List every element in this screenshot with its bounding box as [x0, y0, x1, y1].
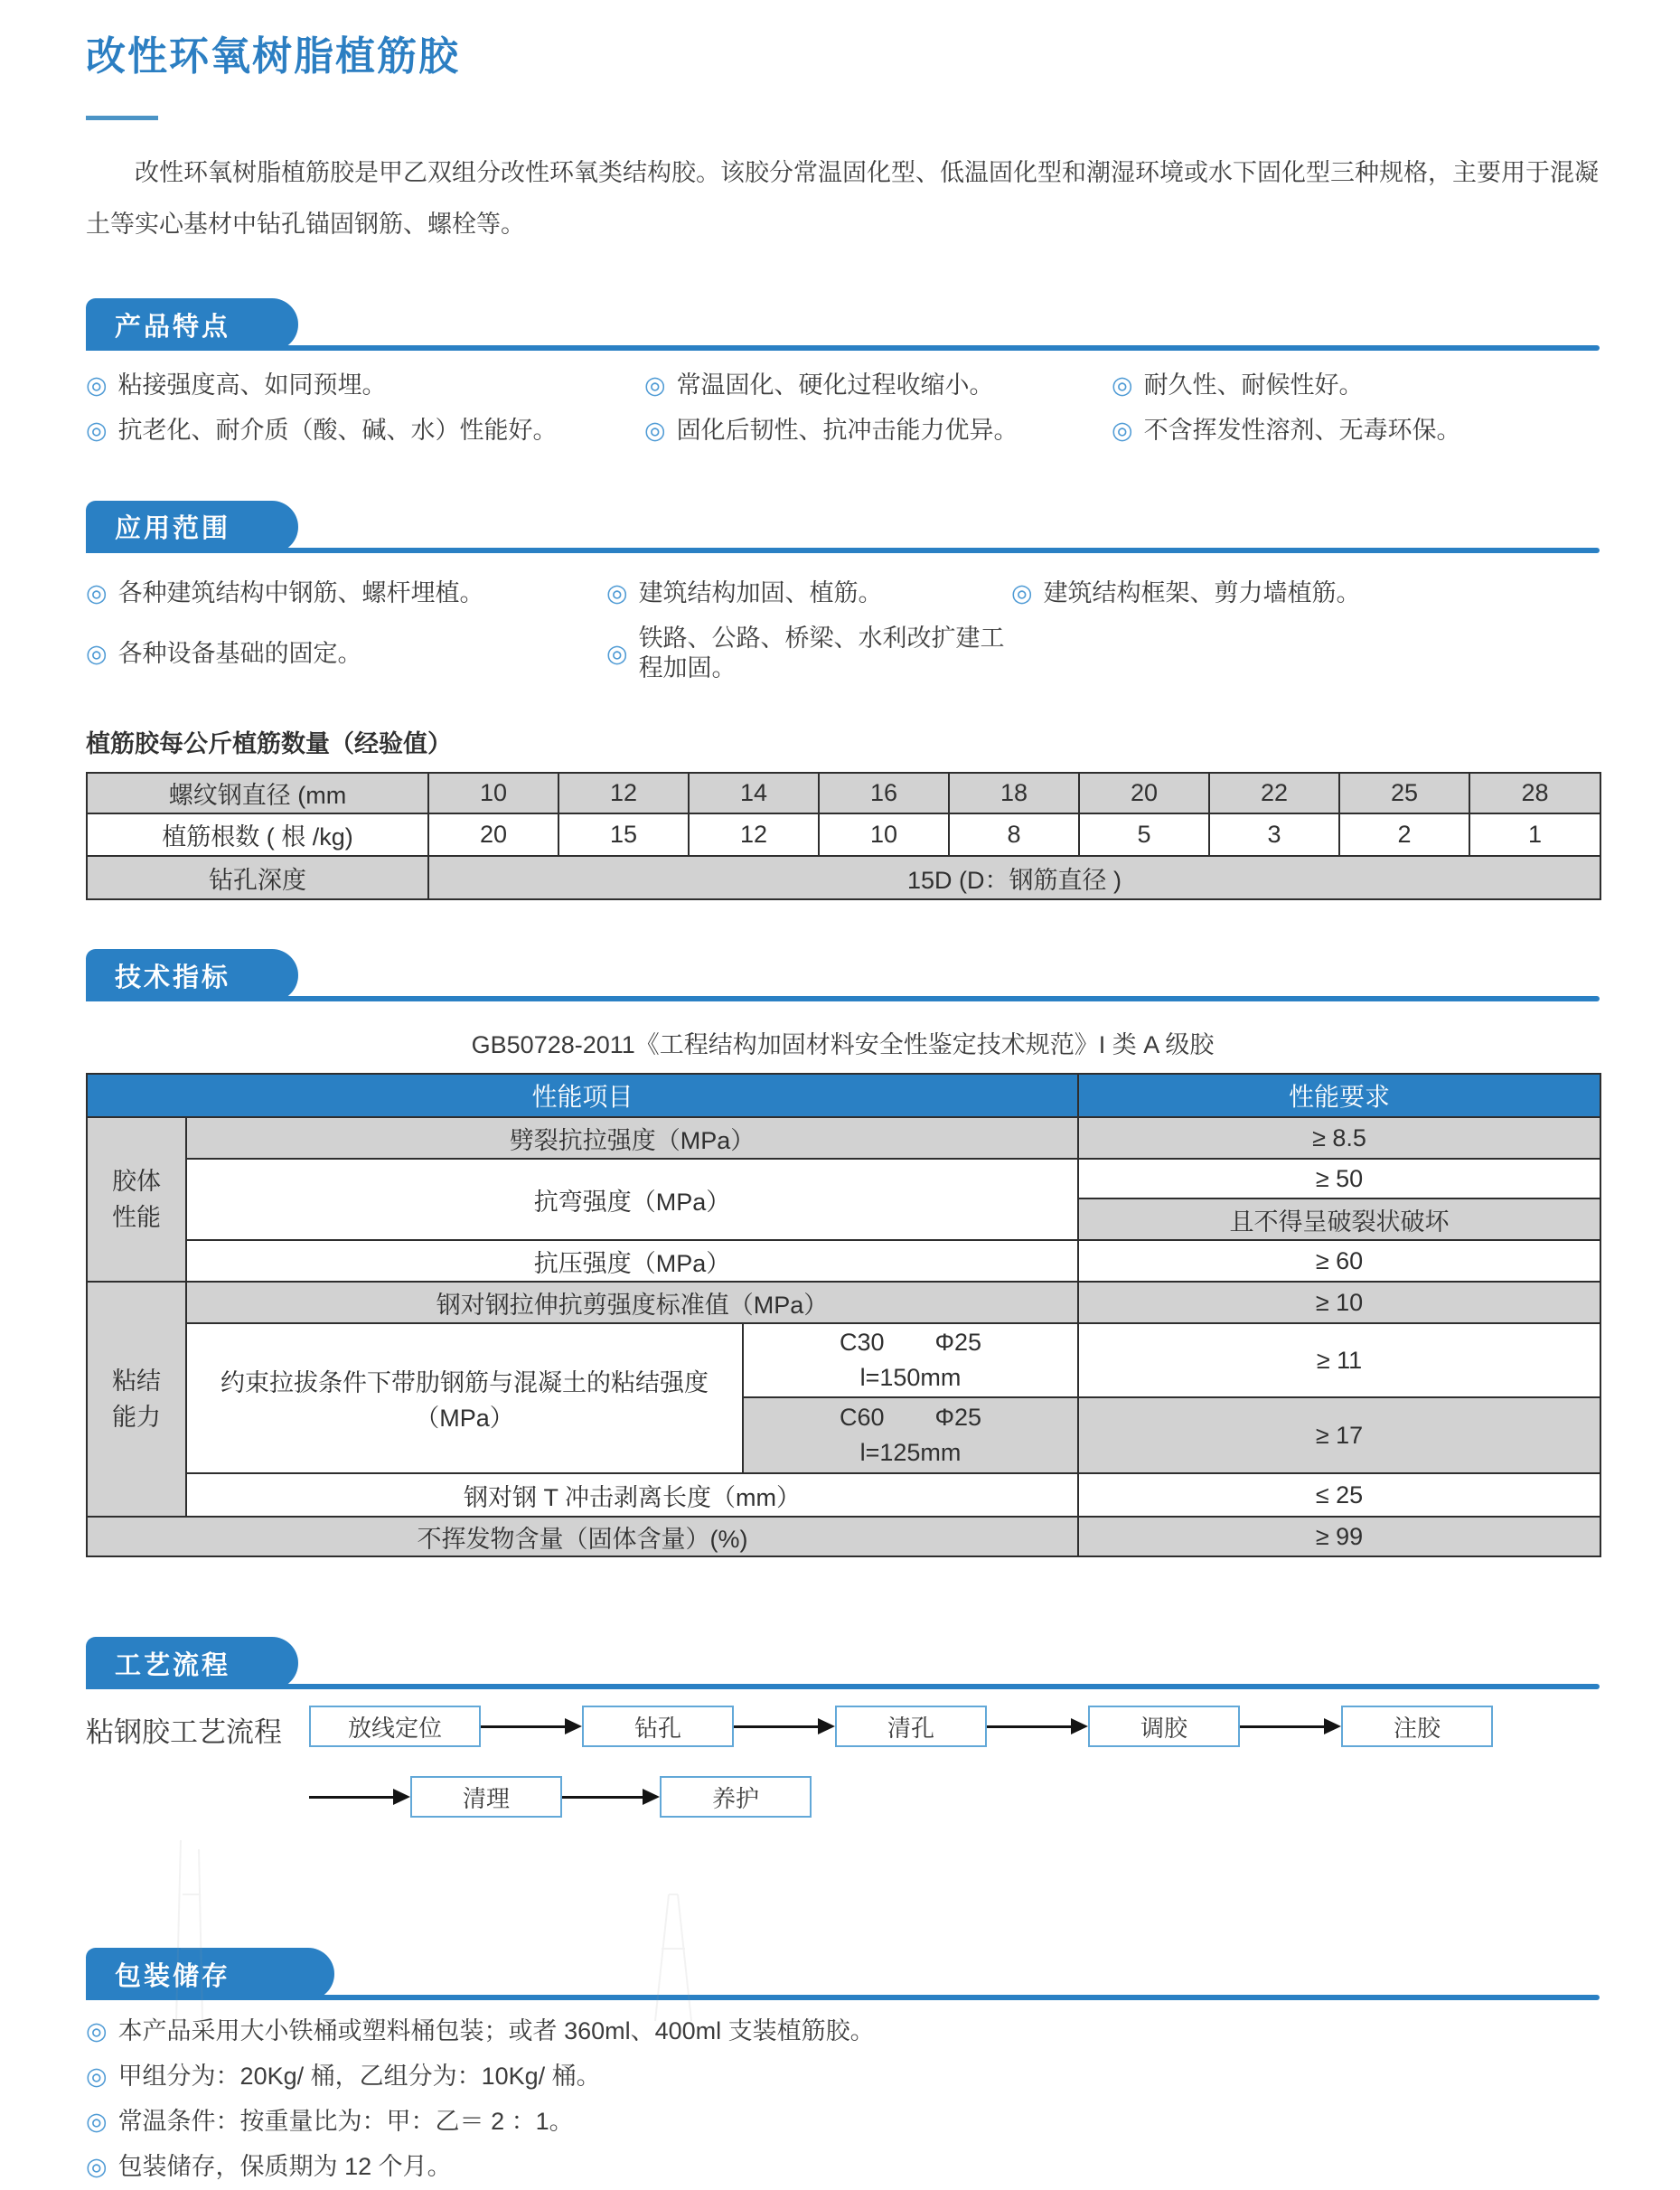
application-item [1011, 578, 1600, 609]
property-cell: 抗压强度（MPa） [186, 1240, 1078, 1282]
tech-standard-note: GB50728-2011《工程结构加固材料安全性鉴定技术规范》I 类 A 级胶 [471, 1031, 1215, 1059]
feature-item [644, 371, 1112, 401]
feature-text: 粘接强度高、如同预埋。 [117, 371, 387, 399]
flow-row-2 [309, 1776, 1600, 1818]
ring-bullet-icon: ◎ [644, 417, 666, 445]
application-item [606, 624, 1011, 685]
section-underline [86, 996, 1600, 1001]
flow-box: 钻孔 [582, 1706, 734, 1747]
row-label-cell: 钻孔深度 [87, 856, 428, 899]
section-badge-applications: 应用范围 [86, 501, 298, 553]
property-cell: 钢对钢拉伸抗剪强度标准值（MPa） [186, 1282, 1078, 1323]
property-cell: 劈裂抗拉强度（MPa） [186, 1117, 1078, 1159]
feature-text: 不含挥发性溶剂、无毒环保。 [1143, 417, 1461, 445]
split-tensile-row [87, 1117, 1600, 1159]
property-cell: 不挥发物含量（固体含量）(%) [87, 1517, 1078, 1556]
intro-paragraph: 改性环氧树脂植筋胶是甲乙双组分改性环氧类结构胶。该胶分常温固化型、低温固化型和潮湿环境或水下固化型三种规格，主要用于混凝土等实心基材中钻孔锚固钢筋、螺栓等。 [86, 159, 1599, 238]
count-cell: 12 [689, 813, 819, 856]
group-cell-bond [87, 1282, 186, 1517]
rebar-count-row [87, 813, 1600, 856]
diameter-cell: 14 [689, 773, 819, 813]
solids-row [87, 1517, 1600, 1556]
group-label-line: 粘结 [112, 1367, 161, 1395]
requirement-cell: ≥ 11 [1078, 1323, 1600, 1397]
count-cell: 5 [1079, 813, 1209, 856]
packaging-item [86, 2054, 1600, 2100]
feature-item [644, 416, 1112, 446]
count-cell: 1 [1469, 813, 1600, 856]
peel-row [87, 1473, 1600, 1517]
datasheet-page [0, 23, 1680, 2181]
diameter-cell: 12 [558, 773, 689, 813]
diameter-cell: 10 [428, 773, 558, 813]
ring-bullet-icon: ◎ [86, 2017, 108, 2045]
diameter-cell: 28 [1469, 773, 1600, 813]
requirement-cell: ≥ 50 [1078, 1159, 1600, 1198]
tech-header-row [87, 1074, 1600, 1117]
compressive-row [87, 1240, 1600, 1282]
diameter-cell: 18 [949, 773, 1079, 813]
concrete-grade: C30 [839, 1328, 885, 1356]
flow-box: 调胶 [1088, 1706, 1240, 1747]
requirement-cell: ≥ 17 [1078, 1397, 1600, 1473]
count-cell: 20 [428, 813, 558, 856]
rebar-diameter-row [87, 773, 1600, 813]
feature-item [86, 371, 644, 401]
feature-text: 常温固化、硬化过程收缩小。 [676, 371, 994, 399]
shear-row [87, 1282, 1600, 1323]
ring-bullet-icon: ◎ [86, 417, 108, 445]
section-badge-packaging: 包装储存 [86, 1948, 334, 2000]
concrete-grade: C60 [839, 1403, 885, 1431]
process-flowchart [86, 1706, 1600, 1877]
flow-box: 清理 [410, 1776, 562, 1818]
diameter-cell: 22 [1209, 773, 1339, 813]
requirement-cell: 且不得呈破裂状破坏 [1078, 1198, 1600, 1240]
group-label-line: 性能 [112, 1204, 161, 1232]
requirement-cell: ≥ 60 [1078, 1240, 1600, 1282]
application-text: 各种设备基础的固定。 [117, 639, 362, 667]
property-cell: 抗弯强度（MPa） [186, 1159, 1078, 1240]
ring-bullet-icon: ◎ [86, 2108, 108, 2136]
ring-bullet-icon: ◎ [86, 639, 108, 667]
section-badge-process: 工艺流程 [86, 1637, 298, 1689]
count-cell: 3 [1209, 813, 1339, 856]
section-underline [86, 345, 1600, 351]
flow-box: 放线定位 [309, 1706, 481, 1747]
ring-bullet-icon: ◎ [86, 2153, 108, 2181]
property-cell: 钢对钢 T 冲击剥离长度（mm） [186, 1473, 1078, 1517]
diameter-cell: 25 [1339, 773, 1469, 813]
features-list [86, 371, 1600, 446]
row-label-cell: 植筋根数 ( 根 /kg) [87, 813, 428, 856]
flow-row-1 [309, 1706, 1600, 1747]
feature-item [86, 416, 644, 446]
group-cell-adhesive [87, 1117, 186, 1282]
packaging-item [86, 2145, 1600, 2190]
application-text: 建筑结构框架、剪力墙植筋。 [1043, 578, 1361, 606]
application-text: 铁路、公路、桥梁、水利改扩建工程加固。 [638, 624, 1005, 682]
drill-depth-cell: 15D (D：钢筋直径 ) [428, 856, 1600, 899]
flow-arrow-icon [987, 1717, 1088, 1735]
condition-cell [743, 1397, 1078, 1473]
packaging-text: 包装储存，保质期为 12 个月。 [117, 2153, 452, 2181]
flow-arrow-icon [309, 1788, 410, 1806]
ring-bullet-icon: ◎ [606, 578, 628, 606]
bar-diameter: Φ25 [934, 1403, 982, 1431]
row-label-cell: 螺纹钢直径 (mm [87, 773, 428, 813]
flow-arrow-icon [734, 1717, 835, 1735]
application-item [606, 578, 1011, 609]
count-cell: 8 [949, 813, 1079, 856]
ring-bullet-icon: ◎ [644, 371, 666, 399]
section-header-tech [86, 945, 1600, 1001]
section-header-applications [86, 497, 1600, 553]
requirement-cell: ≥ 99 [1078, 1517, 1600, 1556]
anchor-length: l=150mm [859, 1364, 962, 1392]
bar-diameter: Φ25 [934, 1328, 982, 1356]
packaging-text: 常温条件：按重量比为：甲：乙＝ 2 ：1。 [117, 2108, 574, 2136]
section-badge-features: 产品特点 [86, 298, 298, 351]
tech-header-item: 性能项目 [87, 1074, 1078, 1117]
drill-depth-row [87, 856, 1600, 899]
feature-item [1112, 371, 1600, 401]
packaging-text: 本产品采用大小铁桶或塑料桶包装；或者 360ml、400ml 支装植筋胶。 [117, 2017, 875, 2045]
count-cell: 2 [1339, 813, 1469, 856]
section-header-features [86, 295, 1600, 351]
application-text: 建筑结构加固、植筋。 [638, 578, 883, 606]
diameter-cell: 20 [1079, 773, 1209, 813]
feature-text: 抗老化、耐介质（酸、碱、水）性能好。 [117, 417, 558, 445]
tech-spec-table [86, 1073, 1601, 1557]
flow-box: 注胶 [1341, 1706, 1493, 1747]
flexural-row [87, 1159, 1600, 1198]
requirement-cell: ≤ 25 [1078, 1473, 1600, 1517]
ring-bullet-icon: ◎ [606, 639, 628, 667]
section-header-process [86, 1633, 1600, 1689]
feature-item [1112, 416, 1600, 446]
bond-c30-row [87, 1323, 1600, 1397]
count-cell: 10 [819, 813, 949, 856]
packaging-list [86, 2009, 1600, 2190]
flow-arrow-icon [562, 1788, 660, 1806]
flow-subtitle: 粘钢胶工艺流程 [86, 1716, 282, 1749]
flow-box: 养护 [660, 1776, 812, 1818]
ring-bullet-icon: ◎ [1112, 417, 1133, 445]
ring-bullet-icon: ◎ [86, 371, 108, 399]
packaging-item [86, 2009, 1600, 2054]
anchor-length: l=125mm [859, 1439, 962, 1467]
rebar-count-table [86, 772, 1601, 900]
section-underline [86, 1684, 1600, 1689]
section-header-packaging [86, 1944, 1600, 2000]
flow-box: 清孔 [835, 1706, 987, 1747]
flow-arrow-icon [481, 1717, 582, 1735]
diameter-cell: 16 [819, 773, 949, 813]
section-underline [86, 548, 1600, 553]
title-underline-dash [86, 116, 158, 120]
ring-bullet-icon: ◎ [86, 578, 108, 606]
ring-bullet-icon: ◎ [86, 2063, 108, 2091]
applications-list [86, 578, 1600, 684]
ring-bullet-icon: ◎ [1011, 578, 1033, 606]
tech-header-requirement: 性能要求 [1078, 1074, 1600, 1117]
feature-text: 固化后韧性、抗冲击能力优异。 [676, 417, 1018, 445]
packaging-item [86, 2100, 1600, 2145]
group-label-line: 胶体 [112, 1167, 161, 1195]
group-label-line: 能力 [112, 1404, 161, 1432]
packaging-text: 甲组分为：20Kg/ 桶，乙组分为：10Kg/ 桶。 [117, 2063, 601, 2091]
condition-cell [743, 1323, 1078, 1397]
section-badge-tech: 技术指标 [86, 949, 298, 1001]
application-text: 各种建筑结构中钢筋、螺杆埋植。 [117, 578, 484, 606]
flow-arrow-icon [1240, 1717, 1341, 1735]
application-item [86, 578, 606, 609]
count-cell: 15 [558, 813, 689, 856]
ring-bullet-icon: ◎ [1112, 371, 1133, 399]
property-cell: 约束拉拔条件下带肋钢筋与混凝土的粘结强度（MPa） [186, 1323, 743, 1473]
rebar-table-caption: 植筋胶每公斤植筋数量（经验值） [86, 730, 452, 758]
application-item [86, 624, 606, 685]
page-title: 改性环氧树脂植筋胶 [86, 34, 460, 79]
feature-text: 耐久性、耐候性好。 [1143, 371, 1364, 399]
requirement-cell: ≥ 10 [1078, 1282, 1600, 1323]
requirement-cell: ≥ 8.5 [1078, 1117, 1600, 1159]
